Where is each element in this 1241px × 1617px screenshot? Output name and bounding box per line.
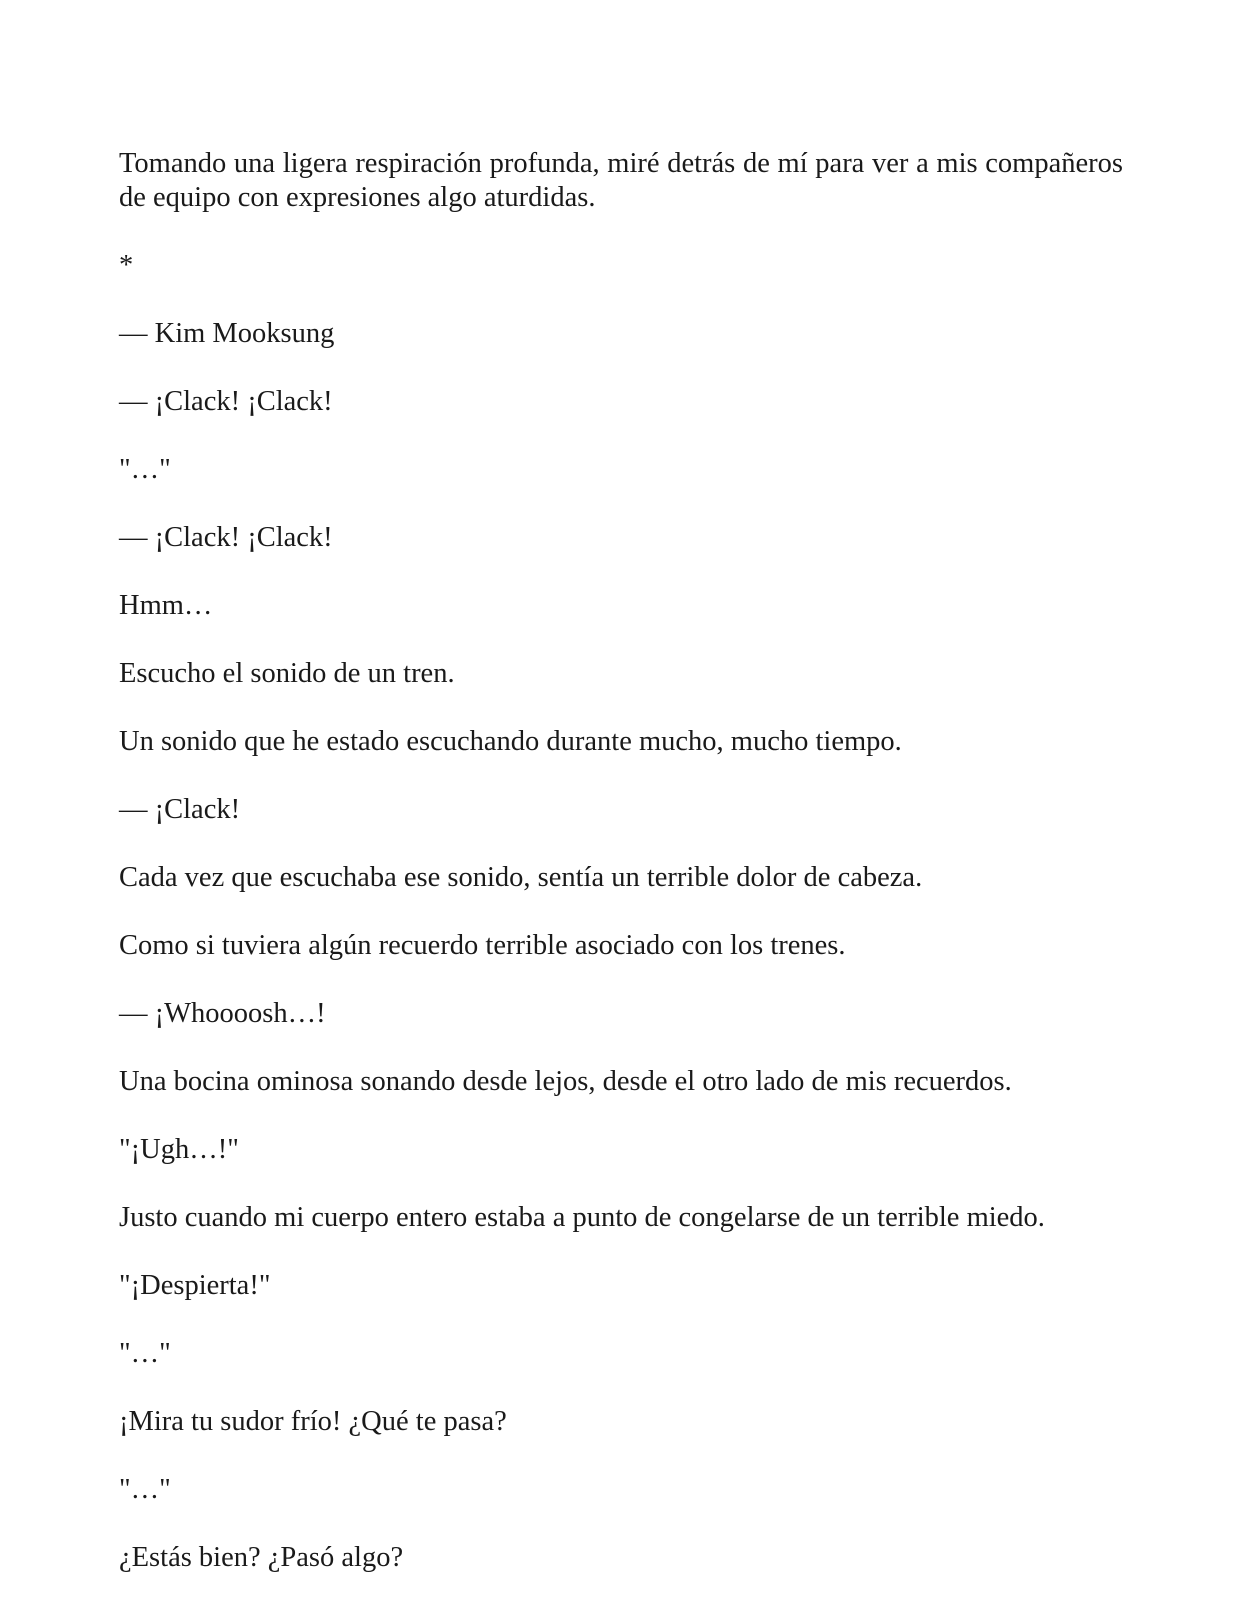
paragraph-1: Tomando una ligera respiración profunda, miré detrás de mí para ver a mis compañeros de equipo con expresiones algo aturdidas. (119, 148, 1131, 213)
scene-break: * (119, 250, 134, 281)
paragraph-8: Escucho el sonido de un tren. (119, 658, 455, 689)
paragraph-7: Hmm… (119, 590, 213, 621)
paragraph-16: Justo cuando mi cuerpo entero estaba a punto de congelarse de un terrible miedo. (119, 1202, 1045, 1233)
paragraph-3: — Kim Mooksung (119, 318, 335, 349)
paragraph-10: — ¡Clack! (119, 794, 241, 825)
paragraph-21: ¿Estás bien? ¿Pasó algo? (119, 1542, 404, 1573)
paragraph-4: — ¡Clack! ¡Clack! (119, 386, 333, 417)
paragraph-19: ¡Mira tu sudor frío! ¿Qué te pasa? (119, 1406, 507, 1437)
paragraph-13: — ¡Whoooosh…! (119, 998, 326, 1029)
paragraph-11: Cada vez que escuchaba ese sonido, sentía un terrible dolor de cabeza. (119, 862, 923, 893)
paragraph-20: "…" (119, 1474, 171, 1505)
paragraph-12: Como si tuviera algún recuerdo terrible asociado con los trenes. (119, 930, 846, 961)
paragraph-9: Un sonido que he estado escuchando durante mucho, mucho tiempo. (119, 726, 902, 757)
paragraph-17: "¡Despierta!" (119, 1270, 271, 1301)
paragraph-6: — ¡Clack! ¡Clack! (119, 522, 333, 553)
paragraph-18: "…" (119, 1338, 171, 1369)
document-body (119, 147, 1131, 1609)
paragraph-15: "¡Ugh…!" (119, 1134, 239, 1165)
paragraph-14: Una bocina ominosa sonando desde lejos, desde el otro lado de mis recuerdos. (119, 1066, 1012, 1097)
paragraph-5: "…" (119, 454, 171, 485)
